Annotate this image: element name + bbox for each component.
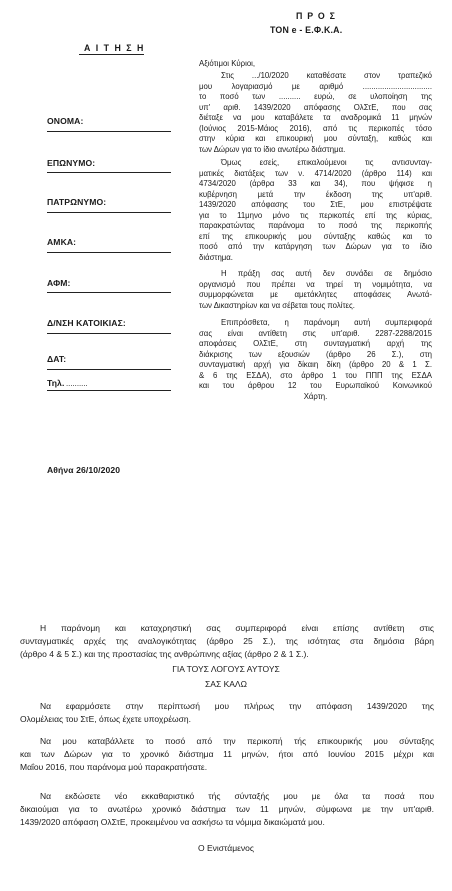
field-father-name-line [47, 212, 171, 213]
field-address-label: Δ/ΝΣΗ ΚΑΤΟΙΚΙΑΣ: [47, 318, 126, 328]
text-line: συνταγματική αρχή για δίκαιη δίκη (άρθρο 20 & 1 Σ. [199, 360, 432, 369]
text-line: Στις .../10/2020 καταθέσατε στον τραπεζικό [221, 71, 432, 80]
text-line: Ολομέλειας του ΣτΕ, όπως έχετε υποχρέωση. [20, 714, 191, 725]
signature-label: Ο Ενιστάμενος [198, 843, 254, 853]
text-line: των Δικαστηρίων και να σέβεται τους πολίτες. [199, 300, 355, 310]
field-name-line [47, 131, 171, 132]
document-title: Α Ι Τ Η Σ Η [84, 43, 145, 53]
text-line: Να μου καταβάλλετε το ποσό από την περικοπή τής επικουρικής μου σύνταξης [40, 736, 434, 746]
text-line: μου λογαριασμό με αριθμό ................................ [199, 81, 432, 91]
paragraph-2 [199, 158, 432, 263]
heading-i-call-you: ΣΑΣ ΚΑΛΩ [205, 679, 247, 689]
text-line: συμμορφώνεται με αμετάκλητες αποφάσεις Ανωτά- [199, 290, 432, 299]
text-line: συνταγματικές αρχές της αναλογικότητας (άρθρο 25 Σ.), της ισότητας στα δημόσια βάρη [20, 636, 434, 647]
text-line: Η παράνομη και καταχρηστική σας συμπεριφορά είναι επίσης αντίθετη στις [40, 623, 434, 633]
text-line: Μαΐου 2016, που παράνομα μού παρακρατήσατε. [20, 762, 208, 773]
field-afm-line [47, 292, 171, 293]
place-date: Αθήνα 26/10/2020 [47, 465, 121, 475]
paragraph-7 [20, 735, 434, 775]
field-amka-label: ΑΜΚΑ: [47, 237, 77, 247]
field-amka-line [47, 252, 171, 253]
field-phone-dots: .......... [66, 379, 88, 388]
field-father-name-label: ΠΑΤΡΩΝΥΜΟ: [47, 197, 107, 207]
field-name-label: ΟΝΟΜΑ: [47, 116, 84, 126]
recipient-efka: ΤΟΝ e - Ε.Φ.Κ.Α. [270, 25, 343, 35]
text-line: επί της επικουρικής μου σύνταξης καθώς και το [199, 231, 432, 241]
text-line: παρακρατώντας παράνομα το ποσό της περικοπής [199, 221, 432, 230]
text-line: και των Δώρων για το χρονικό διάστημα 11 μηνών, ήτοι από Ιουνίου 2015 μέχρι και [20, 749, 434, 760]
text-line: (άρθρο 4 & 5 Σ.) και της προστασίας της ανθρώπινης αξίας (άρθρο 2 & 1 Σ.). [20, 649, 309, 660]
text-line: για το 11μηνο μόνο τις περικοπές επί της κύριας, [199, 210, 432, 220]
text-line: αποφάσεις ΟλΣτΕ, στη συνταγματική αρχή της [199, 339, 432, 348]
field-surname-label: ΕΠΩΝΥΜΟ: [47, 158, 96, 168]
field-address-line [47, 333, 171, 334]
text-line: των Δώρων για το ίδιο ανωτέρω διάστημα. [199, 144, 346, 154]
text-line: 1439/2020 απόφαση ΟλΣτΕ, προκειμένου να ασκήσω τα νόμιμα δικαιώματά μου. [20, 817, 325, 828]
field-phone-label: Τηλ. [47, 378, 65, 388]
text-line: διέταξε να μου καταβάλετε τα αναδρομικά 11 μηνών [199, 113, 432, 122]
text-line: υπ' αριθ. 1439/2020 απόφασης ΟλΣτΕ, που σας [199, 102, 432, 112]
paragraph-4 [199, 318, 432, 402]
paragraph-3 [199, 269, 432, 311]
text-line: Να εφαρμόσετε στην περίπτωσή μου πλήρως την απόφαση 1439/2020 της [40, 701, 434, 711]
text-line: και του άρθρου 12 του Ευρωπαϊκού Κοινωνικού [199, 381, 432, 390]
text-line: Χάρτη. [303, 391, 328, 401]
field-surname-line [47, 172, 171, 173]
text-line: ποσό από την κατάργηση των Δώρων για το ίδιο [199, 242, 432, 251]
field-phone-line [47, 390, 171, 391]
text-line: Η πράξη σας αυτή δεν συνάδει σε δημόσιο [221, 269, 432, 278]
title-underline [79, 54, 144, 55]
text-line: διάκρισης των εξουσιών (άρθρο 26 Σ.), στη [199, 349, 432, 359]
text-line: ματικές διατάξεις των ν. 4714/2020 (άρθρο 114) και [199, 168, 432, 178]
field-postcode-label: ΔΑΤ: [47, 354, 67, 364]
paragraph-5 [20, 622, 434, 662]
paragraph-6 [20, 700, 434, 726]
text-line: το ποσό των .......... ευρώ, σε υλοποίηση της [199, 92, 432, 101]
salutation: Αξιότιμοι Κύριοι, [199, 59, 256, 68]
recipient-pros: Π Ρ Ο Σ [296, 11, 337, 21]
field-postcode-line [47, 369, 171, 370]
text-line: κυβέρνηση μετά την έκδοση της υπ'αριθ. [199, 189, 432, 199]
text-line: Να εκδώσετε νέο εκκαθαριστικό τής σύνταξής μου με όλα τα ποσά που [40, 791, 434, 801]
heading-for-these-reasons: ΓΙΑ ΤΟΥΣ ΛΟΓΟΥΣ ΑΥΤΟΥΣ [172, 664, 280, 674]
text-line: (Ιούνιος 2015-Μάιος 2016), από τις περικοπές τόσο [199, 123, 432, 133]
text-line: Όμως εσείς, επικαλούμενοι τις αντισυνταγ- [221, 158, 432, 167]
text-line: οργανισμό που πρέπει να τηρεί τη νομιμότητα, να [199, 279, 432, 289]
text-line: σας είναι αντίθετη στις υπ'αριθ. 2287-2288/2015 [199, 328, 432, 338]
text-line: διάστημα. [199, 252, 233, 262]
text-line: & 6 της ΕΣΔΑ), στο άρθρο 1 του ΠΠΠ της ΕΣΔΑ [199, 370, 432, 380]
text-line: στην κύρια και επικουρική μου σύνταξη, καθώς και [199, 134, 432, 143]
text-line: 1439/2020 απόφασης του ΣτΕ, μου επιστρέψατε [199, 200, 432, 209]
field-afm-label: ΑΦΜ: [47, 278, 71, 288]
text-line: Επιπρόσθετα, η παράνομη αυτή συμπεριφορά [221, 318, 432, 327]
text-line: 4734/2020 (άρθρα 33 και 34), που ψήφισε η [199, 179, 432, 188]
paragraph-1 [199, 71, 432, 155]
text-line: δικαιούμαι για το ανωτέρω χρονικό διάστημα των 11 μηνών, σύμφωνα με την υπ'αριθ. [20, 804, 434, 815]
paragraph-8 [20, 790, 434, 830]
